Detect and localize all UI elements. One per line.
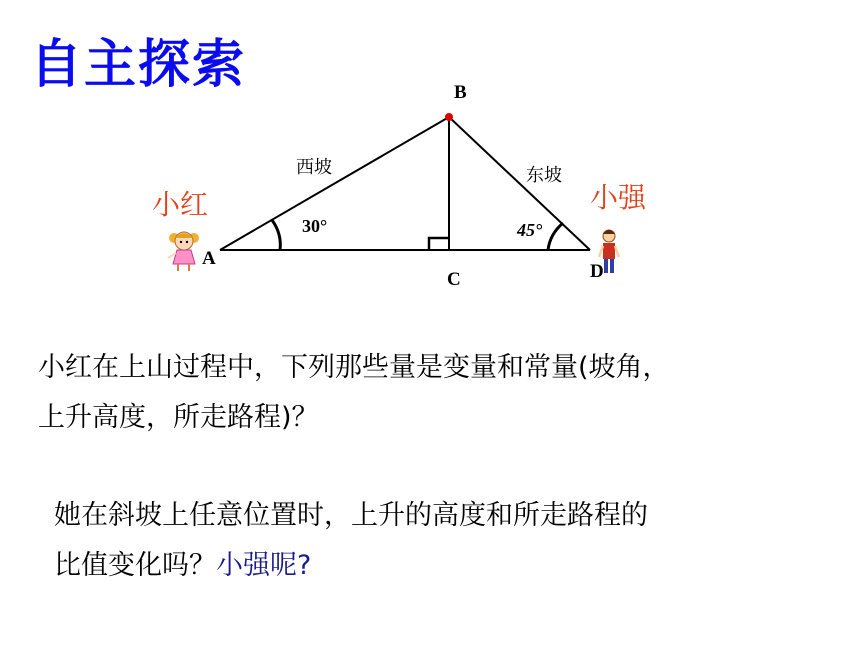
question-2-line-2 — [54, 541, 844, 591]
label-C: C — [447, 269, 461, 290]
angle-arc-D — [548, 223, 563, 250]
question-1-line-1: 小红在上山过程中，下列那些量是变量和常量(坡角， — [38, 352, 670, 383]
question-2 — [54, 491, 844, 591]
angle-A-label: 30° — [302, 216, 328, 236]
question-2-line-1: 她在斜坡上任意位置时，上升的高度和所走路程的 — [54, 500, 648, 531]
east-slope-label: 东坡 — [526, 165, 562, 186]
page-title: 自主探索 — [30, 35, 247, 95]
angle-D-label: 45° — [517, 220, 543, 240]
right-angle-marker — [429, 238, 449, 250]
person-left-label: 小红 — [152, 188, 209, 221]
question-1 — [38, 343, 838, 443]
west-slope-label: 西坡 — [296, 157, 332, 178]
person-right-label: 小强 — [590, 181, 647, 214]
question-2-text: 比值变化吗？ — [54, 550, 216, 581]
question-2-highlight: 小强呢? — [216, 550, 312, 581]
label-A: A — [202, 248, 216, 269]
point-B-dot — [445, 113, 453, 121]
angle-arc-A — [272, 220, 280, 250]
label-B: B — [454, 82, 467, 103]
label-D: D — [590, 261, 604, 282]
segment-AB — [220, 117, 449, 250]
question-1-line-2: 上升高度，所走路程)？ — [38, 402, 319, 433]
girl-figure-icon — [168, 232, 199, 271]
